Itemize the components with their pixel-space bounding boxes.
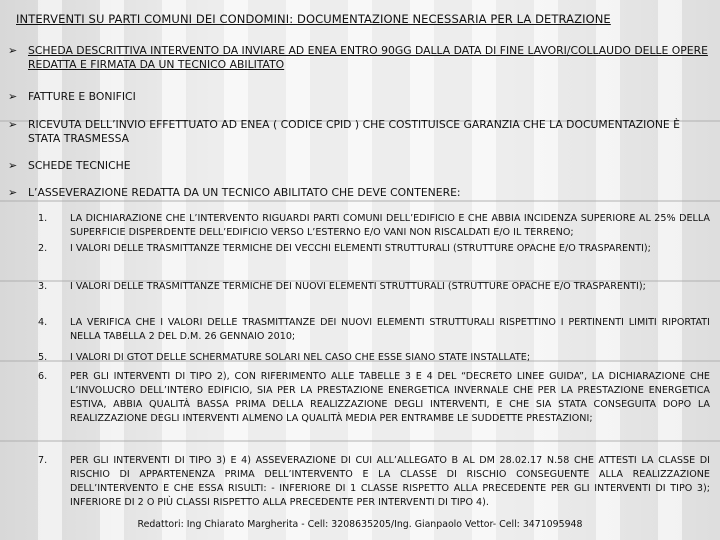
item-number: 6. <box>38 371 48 382</box>
numbered-item <box>38 280 710 294</box>
footer-credits: Redattori: Ing Chiarato Margherita - Cell: 3208635205/Ing. Gianpaolo Vettor- Cell: 3471095948 <box>137 519 583 530</box>
item-number: 3. <box>38 281 48 292</box>
item-text: I VALORI DI GTOT DELLE SCHERMATURE SOLARI NEL CASO CHE ESSE SIANO STATE INSTALLATE; <box>70 352 531 363</box>
numbered-item <box>38 454 710 510</box>
numbered-item <box>38 316 710 344</box>
item-text: PER GLI INTERVENTI DI TIPO 3) E 4) ASSEVERAZIONE DI CUI ALL’ALLEGATO B AL DM 28.02.17 N.58 CHE ATTESTI LA CLASSE DI RISCHIO DI APPARTENENZA PRIMA DELL’INTERVENTO E LA CLASSE DI RISCHIO CONSEGUENTE ALLA REALIZZAZIONE DELL’INTERVENTO E CHE ESSA RISULTI: - INFERIORE DI 1 CLASSE RISPETTO ALLA PRECEDENTE PER GLI INTERVENTI DI TIPO 3); INFERIORE DI 2 O PIÙ CLASSI RISPETTO ALLA PRECEDENTE PER INTERVENTI DI TIPO 4). <box>70 455 710 508</box>
item-number: 7. <box>38 455 48 466</box>
bullet-item <box>8 186 708 200</box>
item-text: I VALORI DELLE TRASMITTANZE TERMICHE DEI NUOVI ELEMENTI STRUTTURALI (STRUTTURE OPACHE E/O TRASPARENTI); <box>70 281 646 292</box>
arrow-bullet-icon: ➢ <box>8 186 18 199</box>
item-text: LA VERIFICA CHE I VALORI DELLE TRASMITTANZE DEI NUOVI ELEMENTI STRUTTURALI RISPETTINO I PERTINENTI LIMITI RIPORTATI NELLA TABELLA 2 DEL D.M. 26 GENNAIO 2010; <box>70 317 710 342</box>
numbered-item <box>38 370 710 426</box>
numbered-item <box>38 212 710 240</box>
item-text: I VALORI DELLE TRASMITTANZE TERMICHE DEI VECCHI ELEMENTI STRUTTURALI (STRUTTURE OPACHE E/O TRASPARENTI); <box>70 243 651 254</box>
numbered-item <box>38 351 710 365</box>
bullet-text: SCHEDE TECNICHE <box>28 159 131 172</box>
arrow-bullet-icon: ➢ <box>8 159 18 172</box>
item-text: PER GLI INTERVENTI DI TIPO 2), CON RIFERIMENTO ALLE TABELLE 3 E 4 DEL “DECRETO LINEE GUIDA”, LA DICHIARAZIONE CHE L’INVOLUCRO DELL’INTERO EDIFICIO, SIA PER LA PRESTAZIONE ENERGETICA INVERNALE CHE PER LA PRESTAZIONE ENERGETICA ESTIVA, ABBIA QUALITÀ BASSA PRIMA DELLA REALIZZAZIONE DEGLI INTERVENTI, E CHE SIA STATA CONSEGUITA DOPO LA REALIZZAZIONE DEGLI INTERVENTI ALMENO LA QUALITÀ MEDIA PER ENTRAMBE LE SUDDETTE PRESTAZIONI; <box>70 371 710 424</box>
item-number: 4. <box>38 317 48 328</box>
item-number: 5. <box>38 352 48 363</box>
bullet-item <box>8 90 708 104</box>
page-title: INTERVENTI SU PARTI COMUNI DEI CONDOMINI: DOCUMENTAZIONE NECESSARIA PER LA DETRAZIONE <box>16 12 611 26</box>
item-text: LA DICHIARAZIONE CHE L’INTERVENTO RIGUARDI PARTI COMUNI DELL’EDIFICIO E CHE ABBIA INCIDENZA SUPERIORE AL 25% DELLA SUPERFICIE DISPERDENTE DELL’EDIFICIO VERSO L’ESTERNO E/O VANI NON RISCALDATI E/O IL TERRENO; <box>70 213 710 238</box>
bullet-item <box>8 118 708 146</box>
item-number: 2. <box>38 243 48 254</box>
arrow-bullet-icon: ➢ <box>8 118 18 131</box>
arrow-bullet-icon: ➢ <box>8 44 18 57</box>
arrow-bullet-icon: ➢ <box>8 90 18 103</box>
bullet-text: L’ASSEVERAZIONE REDATTA DA UN TECNICO ABILITATO CHE DEVE CONTENERE: <box>28 186 461 199</box>
bullet-text: RICEVUTA DELL’INVIO EFFETTUATO AD ENEA ( CODICE CPID ) CHE COSTITUISCE GARANZIA CHE LA DOCUMENTAZIONE È STATA TRASMESSA <box>28 118 680 145</box>
numbered-item <box>38 242 710 256</box>
bullet-text: SCHEDA DESCRITTIVA INTERVENTO DA INVIARE AD ENEA ENTRO 90GG DALLA DATA DI FINE LAVORI/COLLAUDO DELLE OPERE REDATTA E FIRMATA DA UN TECNICO ABILITATO <box>28 44 708 71</box>
bullet-text: FATTURE E BONIFICI <box>28 90 136 103</box>
bullet-item <box>8 44 708 72</box>
bullet-item <box>8 159 708 173</box>
item-number: 1. <box>38 213 48 224</box>
